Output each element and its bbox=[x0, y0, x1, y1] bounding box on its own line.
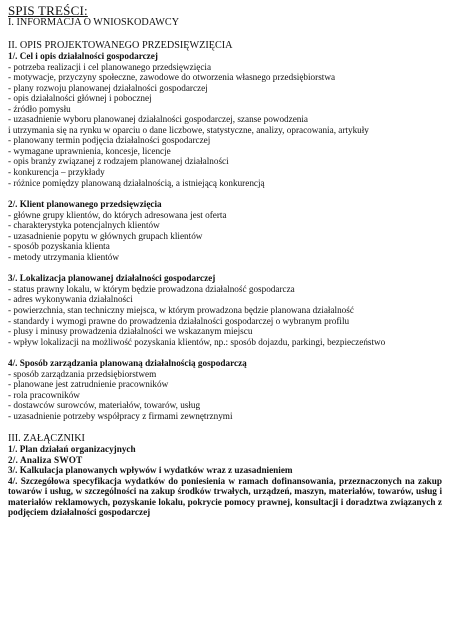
subsection-3-heading: 3/. Lokalizacja planowanej działalności gospodarczej bbox=[8, 273, 216, 284]
list-item: - sposób zarządzania przedsiębiorstwem bbox=[8, 368, 157, 379]
attachment-item: 1/. Plan działań organizacyjnych bbox=[8, 444, 136, 454]
subsection-3 bbox=[8, 273, 446, 347]
list-item: - charakterystyka potencjalnych klientów bbox=[8, 220, 160, 231]
section-3-heading: III. ZAŁĄCZNIKI bbox=[8, 432, 85, 444]
list-item: - różnice pomiędzy planowaną działalnością, a istniejącą konkurencją bbox=[8, 177, 265, 188]
list-item: - sposób pozyskania klienta bbox=[8, 241, 110, 252]
list-item: - status prawny lokalu, w którym będzie prowadzona działalność gospodarcza bbox=[8, 283, 295, 294]
list-item: - opis działalności głównej i pobocznej bbox=[8, 93, 152, 104]
list-item: - główne grupy klientów, do których adresowana jest oferta bbox=[8, 209, 227, 220]
subsection-2 bbox=[8, 199, 446, 262]
list-item: - rola pracowników bbox=[8, 389, 80, 400]
attachment-item: 3/. Kalkulacja planowanych wpływów i wydatków wraz z uzasadnieniem bbox=[8, 465, 293, 476]
subsection-1-heading: 1/. Cel i opis działalności gospodarczej bbox=[8, 51, 158, 61]
list-item: - adres wykonywania działalności bbox=[8, 294, 133, 305]
list-item: - uzasadnienie wyboru planowanej działalności gospodarczej, szanse powodzenia bbox=[8, 114, 309, 125]
list-item: - plany rozwoju planowanej działalności gospodarczej bbox=[8, 82, 208, 93]
list-item: - konkurencja – przykłady bbox=[8, 167, 105, 178]
attachment-item: 2/. Analiza SWOT bbox=[8, 454, 83, 465]
list-item: - metody utrzymania klientów bbox=[8, 251, 119, 262]
subsection-4 bbox=[8, 358, 446, 421]
section-2-heading: II. OPIS PROJEKTOWANEGO PRZEDSIĘWZIĘCIA bbox=[8, 39, 233, 51]
section-3 bbox=[8, 433, 446, 518]
list-item: - wymagane uprawnienia, koncesje, licencje bbox=[8, 145, 171, 156]
section-1-heading: I. INFORMACJA O WNIOSKODAWCY bbox=[8, 17, 180, 28]
list-item: - uzasadnienie potrzeby współpracy z firmami zewnętrznymi bbox=[8, 410, 233, 421]
list-item: - powierzchnia, stan techniczny miejsca, w którym prowadzona będzie planowana działalność bbox=[8, 305, 354, 316]
list-item: - planowany termin podjęcia działalności gospodarczej bbox=[8, 135, 211, 146]
subsection-4-heading: 4/. Sposób zarządzania planowaną działalnością gospodarczą bbox=[8, 358, 247, 369]
list-item: i utrzymania się na rynku w oparciu o dane liczbowe, statystyczne, analizy, opracowania, artykuły bbox=[8, 124, 369, 135]
list-item: - dostawców surowców, materiałów, towarów, usług bbox=[8, 400, 201, 411]
list-item: - plusy i minusy prowadzenia działalności we wskazanym miejscu bbox=[8, 326, 253, 337]
list-item: - motywacje, przyczyny społeczne, zawodowe do otworzenia własnego przedsiębiorstwa bbox=[8, 72, 336, 83]
list-item: - źródło pomysłu bbox=[8, 103, 71, 114]
list-item: - planowane jest zatrudnienie pracowników bbox=[8, 379, 169, 390]
list-item: - uzasadnienie popytu w głównych grupach klientów bbox=[8, 230, 203, 241]
subsection-1 bbox=[8, 51, 446, 188]
attachment-item: 4/. Szczegółowa specyfikacja wydatków do poniesienia w ramach dofinansowania, przeznaczonych na zakup towarów i usług, w szczególności na zakup środków trwałych, urządzeń, maszyn, materiałów, towarów, usług i materiałów reklamowych, pozyskanie lokalu, pokrycie pomocy prawnej, konsultacji i doradztwa związanych z podjęciem działalności gospodarczej bbox=[8, 475, 442, 518]
toc-title: SPIS TREŚCI: bbox=[8, 3, 88, 18]
list-item: - potrzeba realizacji i cel planowanego przedsięwzięcia bbox=[8, 61, 212, 72]
list-item: - standardy i wymogi prawne do prowadzenia działalności gospodarczej o wybranym profilu bbox=[8, 315, 350, 326]
list-item: - wpływ lokalizacji na możliwość pozyskania klientów, np.: sposób dojazdu, parkingi, bezpieczeństwo bbox=[8, 336, 386, 347]
list-item: - opis branży związanej z rodzajem planowanej działalności bbox=[8, 156, 229, 167]
subsection-2-heading: 2/. Klient planowanego przedsięwzięcia bbox=[8, 199, 162, 210]
